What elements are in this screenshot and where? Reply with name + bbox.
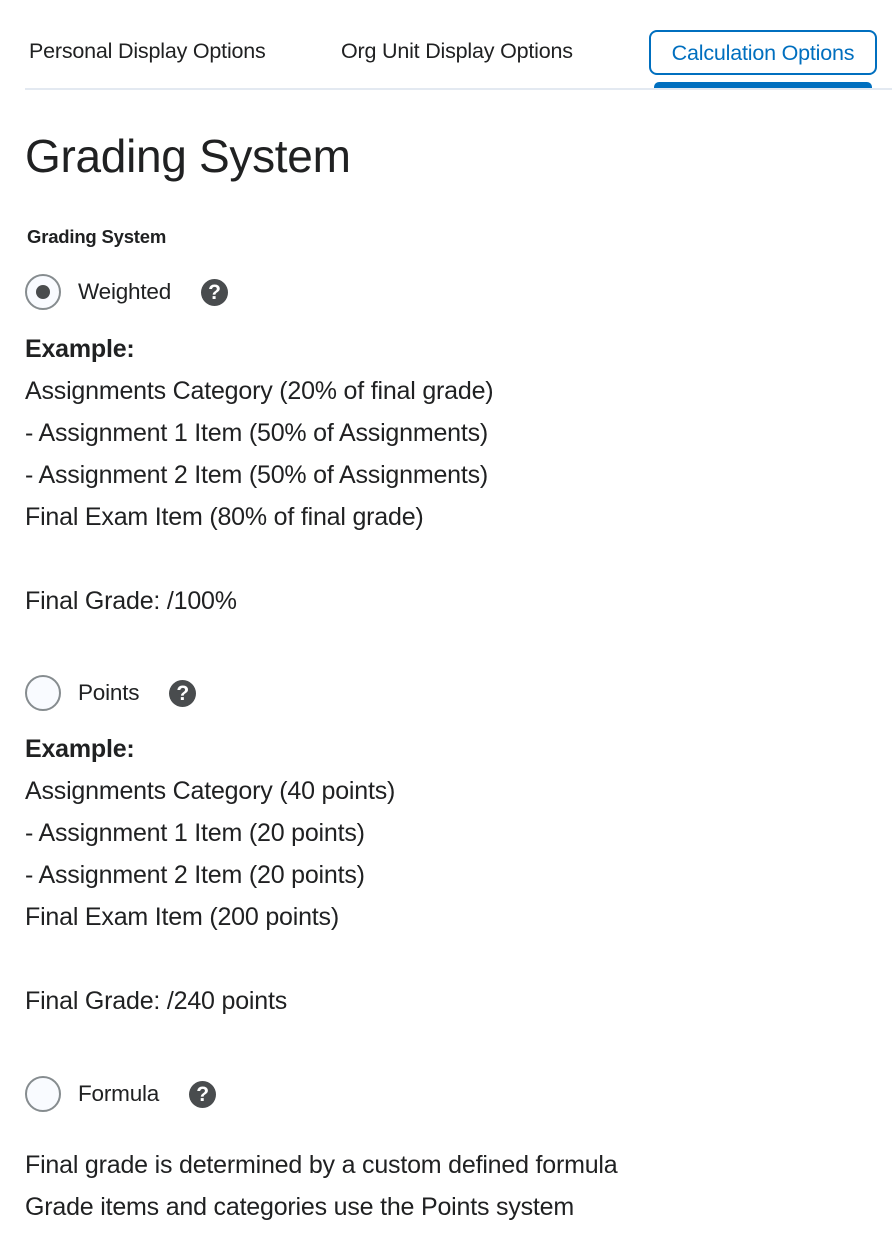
formula-description-line: Final grade is determined by a custom defined formula xyxy=(25,1151,618,1179)
radio-weighted[interactable] xyxy=(25,274,61,310)
example-final-grade: Final Grade: /100% xyxy=(25,587,237,615)
example-line: - Assignment 2 Item (50% of Assignments) xyxy=(25,461,489,489)
radio-label-formula[interactable]: Formula xyxy=(78,1081,160,1106)
spacer xyxy=(25,938,395,980)
example-title: Example: xyxy=(25,735,135,763)
example-line: Assignments Category (20% of final grade) xyxy=(25,377,494,405)
tab-divider xyxy=(25,88,892,90)
tab-org-unit-display-options[interactable]: Org Unit Display Options xyxy=(341,39,573,63)
example-final-grade: Final Grade: /240 points xyxy=(25,987,288,1015)
radio-label-weighted[interactable]: Weighted xyxy=(78,279,172,304)
example-line: - Assignment 1 Item (20 points) xyxy=(25,819,365,847)
example-line: Final Exam Item (200 points) xyxy=(25,903,339,931)
radio-option-formula[interactable] xyxy=(25,1075,216,1113)
tab-personal-display-options[interactable]: Personal Display Options xyxy=(29,39,266,63)
radio-option-points[interactable] xyxy=(25,674,196,712)
example-line: - Assignment 2 Item (20 points) xyxy=(25,861,365,889)
example-line: - Assignment 1 Item (50% of Assignments) xyxy=(25,419,489,447)
tab-bar xyxy=(0,0,892,92)
grading-system-label: Grading System xyxy=(27,226,167,247)
radio-option-weighted[interactable] xyxy=(25,273,228,311)
weighted-example xyxy=(25,328,493,622)
question-circle-icon[interactable]: ? xyxy=(201,279,228,306)
tab-calculation-options[interactable]: Calculation Options xyxy=(649,30,877,75)
question-circle-icon[interactable]: ? xyxy=(169,680,196,707)
points-example xyxy=(25,728,395,1022)
spacer xyxy=(25,538,493,580)
example-line: Final Exam Item (80% of final grade) xyxy=(25,503,424,531)
formula-description xyxy=(25,1144,618,1228)
radio-label-points[interactable]: Points xyxy=(78,680,140,705)
question-circle-icon[interactable]: ? xyxy=(189,1081,216,1108)
radio-formula[interactable] xyxy=(25,1076,61,1112)
example-line: Assignments Category (40 points) xyxy=(25,777,396,805)
page-title: Grading System xyxy=(25,130,351,182)
formula-description-line: Grade items and categories use the Points system xyxy=(25,1193,575,1221)
example-title: Example: xyxy=(25,335,135,363)
radio-points[interactable] xyxy=(25,675,61,711)
